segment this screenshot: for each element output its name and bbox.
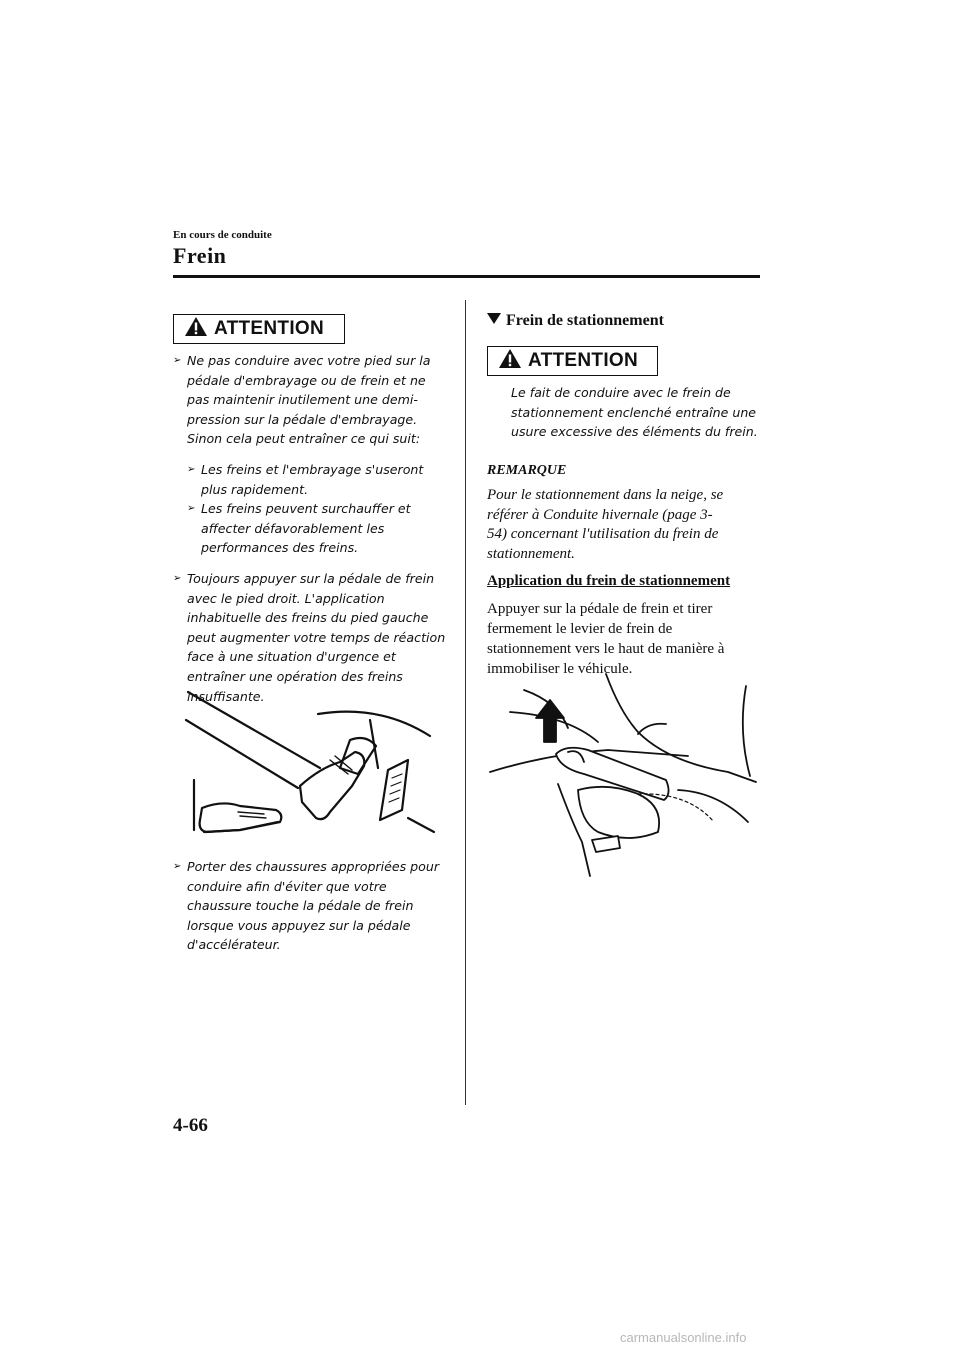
pedal-illustration: [180, 690, 450, 860]
arrowhead-bullet-icon: ➢: [173, 572, 182, 584]
left-shoe-note: [173, 857, 451, 955]
section-heading: Frein de stationnement: [487, 312, 664, 330]
attention-box-right: [487, 346, 658, 376]
arrowhead-bullet-icon: ➢: [187, 503, 196, 515]
page-number: 4-66: [173, 1115, 208, 1136]
arrowhead-bullet-icon: ➢: [187, 463, 196, 475]
warning-triangle-icon: [498, 348, 522, 374]
title-rule: [173, 275, 760, 278]
attention-label: ATTENTION: [528, 350, 639, 371]
watermark-url: carmanualsonline.info: [620, 1330, 747, 1345]
list-item: ➢ Les freins peuvent surchauffer et affecter défavorablement les performances des freins.: [187, 501, 411, 556]
parking-brake-illustration: [488, 672, 768, 882]
body-text: Appuyer sur la pédale de frein et tirer fermement le levier de frein de stationnement vers le haut de manière à immobiliser le véhicule.: [487, 601, 725, 677]
note-title: REMARQUE: [487, 463, 567, 478]
page-title: Frein: [173, 243, 227, 268]
left-warning-list: [173, 351, 451, 706]
list-item: ➢ Toujours appuyer sur la pédale de frein avec le pied droit. L'application inhabituelle des freins du pied gauche peut augmenter votre temps de réaction face à une situation d'urgence et entraîner une opération des freins insuffisante.: [173, 570, 446, 704]
column-divider: [465, 300, 466, 1105]
list-item: ➢ Ne pas conduire avec votre pied sur la pédale d'embrayage ou de frein et ne pas maintenir inutilement une demi-pression sur la pédale d'embrayage. Sinon cela peut entraîner ce qui suit:: [173, 353, 431, 447]
subsection-heading: Application du frein de stationnement: [487, 573, 731, 589]
note-text: Pour le stationnement dans la neige, se référer à Conduite hivernale (page 3-54) concernant l'utilisation du frein de stationnement.: [487, 487, 724, 562]
attention-box-left: [173, 314, 345, 344]
right-attention-text: Le fait de conduire avec le frein de stationnement enclenché entraîne une usure excessive des éléments du frein.: [511, 385, 758, 440]
warning-triangle-icon: [184, 316, 208, 342]
attention-label: ATTENTION: [214, 318, 325, 339]
section-label: En cours de conduite: [173, 229, 272, 241]
list-item: ➢ Les freins et l'embrayage s'useront plus rapidement.: [187, 461, 424, 497]
arrowhead-bullet-icon: ➢: [173, 355, 182, 366]
list-item: ➢ Porter des chaussures appropriées pour conduire afin d'éviter que votre chaussure touche la pédale de frein lorsque vous appuyez sur la pédale d'accélérateur.: [173, 859, 440, 953]
arrowhead-bullet-icon: ➢: [173, 861, 182, 872]
down-triangle-icon: [487, 312, 501, 330]
